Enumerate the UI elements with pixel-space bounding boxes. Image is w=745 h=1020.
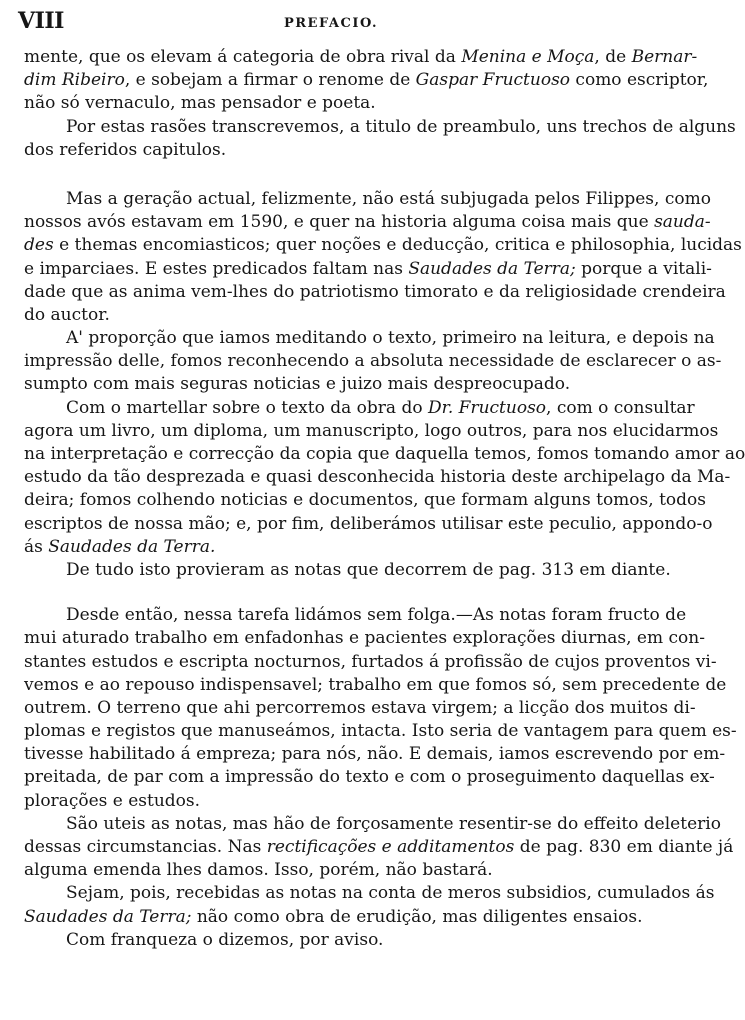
text-run: plorações e estudos. <box>24 790 201 811</box>
text-run: e imparciaes. E estes predicados faltam nas <box>24 258 409 279</box>
text-line <box>24 211 711 234</box>
text-run: São uteis as notas, mas hão de forçosamente resentir-se do effeito deleterio <box>66 813 721 834</box>
text-line <box>24 743 726 766</box>
text-run: como escriptor, <box>570 70 709 91</box>
text-run: alguma emenda lhes damos. Isso, porém, não bastará. <box>24 860 493 881</box>
text-line <box>24 813 721 836</box>
text-line <box>24 258 712 281</box>
text-line <box>24 46 698 69</box>
text-run: dessas circumstancias. Nas <box>24 837 267 857</box>
paragraph-notas-origem <box>24 559 671 582</box>
paragraph-franqueza <box>24 929 640 952</box>
section-gap <box>24 162 640 188</box>
paragraph-uteis-notas <box>24 813 734 883</box>
text-run: Com franqueza o dizemos, por aviso. <box>66 929 384 950</box>
text-run: Com o martellar sobre o texto da obra do <box>66 397 428 418</box>
italic-text-run: Bernar- <box>631 47 698 67</box>
text-line <box>24 766 715 789</box>
text-line <box>24 720 737 743</box>
section-gap <box>24 582 640 604</box>
text-line <box>24 697 696 720</box>
text-run: mente, que os elevam á categoria de obra rival da <box>24 47 462 67</box>
paragraph-desde-entao <box>24 604 737 813</box>
italic-text-run: des <box>24 235 54 256</box>
text-line <box>24 929 640 952</box>
text-line <box>24 92 640 115</box>
text-line <box>24 604 687 627</box>
text-line <box>24 513 713 536</box>
text-line <box>24 536 640 559</box>
text-run: escriptos de nossa mão; e, por fim, deliberámos utilisar este peculio, appondo-o <box>24 513 713 534</box>
text-run: outrem. O terreno que ahi percorremos estava virgem; a licção dos muitos di- <box>24 697 696 718</box>
text-line <box>24 836 734 859</box>
italic-text-run: Menina e Moça <box>461 47 595 67</box>
text-line <box>24 859 640 882</box>
paragraph-proporcao <box>24 327 722 397</box>
text-run: A' proporção que iamos meditando o texto, primeiro na leitura, e depois na <box>66 328 715 349</box>
text-run: não como obra de erudição, mas diligentes ensaios. <box>191 906 643 927</box>
paragraph-martellar <box>24 397 745 559</box>
text-run: deira; fomos colhendo noticias e documentos, que formam alguns tomos, todos <box>24 490 706 511</box>
text-run: Desde então, nessa tarefa lidámos sem folga.—As notas foram fructo de <box>66 605 687 626</box>
text-line <box>24 188 711 211</box>
text-line <box>24 397 695 420</box>
text-run: , com o consultar <box>546 397 695 418</box>
text-run: mui aturado trabalho em enfadonhas e pacientes explorações diurnas, em con- <box>24 628 705 649</box>
text-line <box>24 443 745 466</box>
text-run: Por estas rasões transcrevemos, a titulo de preambulo, uns trechos de alguns <box>66 116 736 137</box>
text-line <box>24 281 726 304</box>
text-line <box>24 489 706 512</box>
text-line <box>24 69 709 92</box>
text-run: De tudo isto provieram as notas que decorrem de pag. 313 em diante. <box>66 559 671 580</box>
text-run: , e sobejam a firmar o renome de <box>124 70 416 91</box>
text-run: e themas encomiasticos; quer noções e deducção, critica e philosophia, lucidas <box>53 235 742 256</box>
paragraph-preambulo <box>24 116 736 162</box>
text-line <box>24 139 640 162</box>
text-line <box>24 327 715 350</box>
text-line <box>24 234 742 257</box>
text-line <box>24 373 640 396</box>
italic-text-run: dim Ribeiro <box>24 70 125 91</box>
italic-text-run: Dr. Fructuoso <box>427 397 547 418</box>
text-line <box>24 790 640 813</box>
text-run: Sejam, pois, recebidas as notas na conta de meros subsidios, cumulados ás <box>66 883 715 904</box>
text-line <box>24 882 715 905</box>
text-run: Mas a geração actual, felizmente, não está subjugada pelos Filippes, como <box>66 188 711 209</box>
italic-text-run: Gaspar Fructuoso <box>415 70 571 91</box>
text-run: agora um livro, um diploma, um manuscripto, logo outros, para nos elucidarmos <box>24 420 719 441</box>
text-line <box>24 466 731 489</box>
text-run: estudo da tão desprezada e quasi desconhecida historia deste archipelago da Ma- <box>24 467 731 488</box>
text-run: plomas e registos que manuseámos, intacta. Isto seria de vantagem para quem es- <box>24 721 737 742</box>
text-run: na interpretação e correcção da copia que daquella temos, fomos tomando amor ao <box>24 444 745 464</box>
paragraph-geracao-actual <box>24 188 742 327</box>
text-run: , de <box>594 47 632 67</box>
text-line <box>24 559 671 582</box>
text-line <box>24 674 727 697</box>
text-line <box>24 116 736 139</box>
page-body <box>24 46 745 952</box>
paragraph-sejam-pois <box>24 882 715 928</box>
text-run: ás <box>24 536 49 557</box>
text-line <box>24 651 717 674</box>
text-run: tivesse habilitado á empreza; para nós, não. E demais, iamos escrevendo por em- <box>24 744 726 765</box>
text-run: não só vernaculo, mas pensador e poeta. <box>24 93 376 114</box>
text-run: sumpto com mais seguras noticias e juizo mais despreocupado. <box>24 374 571 395</box>
text-line <box>24 350 722 373</box>
text-run: impressão delle, fomos reconhecendo a absoluta necessidade de esclarecer o as- <box>24 351 722 372</box>
text-run: porque a vitali- <box>575 258 712 279</box>
text-run: stantes estudos e escripta nocturnos, furtados á profissão de cujos proventos vi- <box>24 651 717 672</box>
italic-text-run: Saudades da Terra; <box>24 906 192 927</box>
text-line <box>24 627 705 650</box>
text-run: dade que as anima vem-lhes do patriotismo timorato e da religiosidade crendeira <box>24 281 726 302</box>
page-number: VIII <box>18 8 64 34</box>
paragraph-continuation <box>24 46 709 116</box>
text-line <box>24 906 643 929</box>
text-run: do auctor. <box>24 304 110 325</box>
italic-text-run: Saudades da Terra. <box>48 536 216 557</box>
text-run: vemos e ao repouso indispensavel; trabalho em que fomos só, sem precedente de <box>24 674 727 695</box>
text-run: dos referidos capitulos. <box>24 139 227 160</box>
text-line <box>24 304 640 327</box>
text-line <box>24 420 719 443</box>
italic-text-run: Saudades da Terra; <box>408 258 576 279</box>
text-run: preitada, de par com a impressão do texto e com o proseguimento daquellas ex- <box>24 767 715 788</box>
italic-text-run: sauda- <box>654 212 711 233</box>
running-title: PREFACIO. <box>283 16 379 31</box>
page-header <box>18 8 644 38</box>
text-run: de pag. 830 em diante já <box>514 837 734 857</box>
italic-text-run: rectificações e additamentos <box>266 837 515 857</box>
text-run: nossos avós estavam em 1590, e quer na historia alguma coisa mais que <box>24 212 655 233</box>
